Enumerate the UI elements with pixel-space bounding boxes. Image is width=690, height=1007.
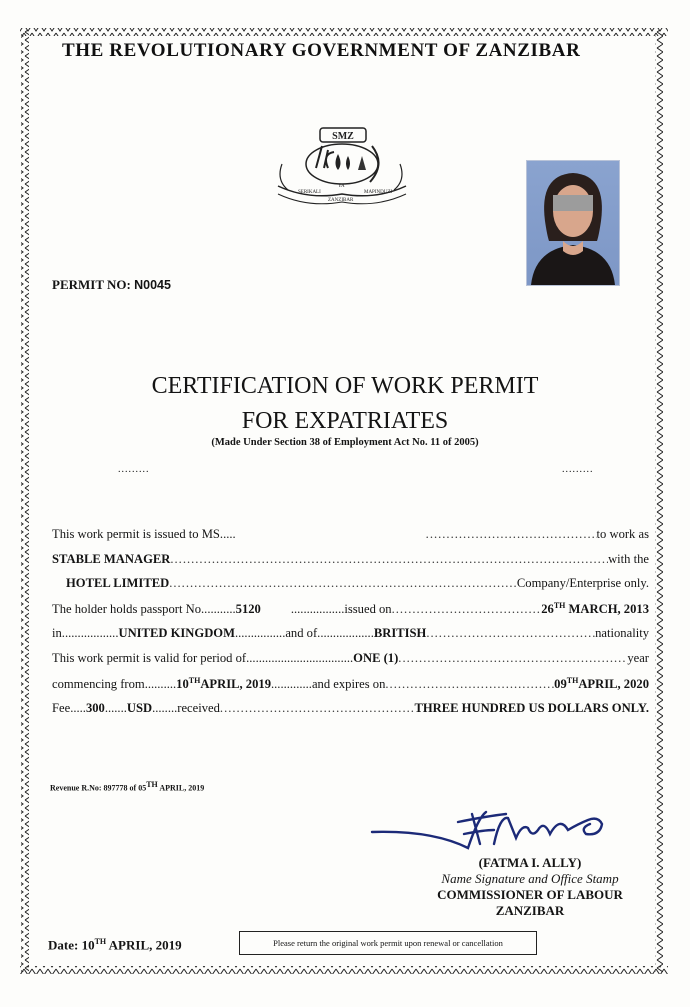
permit-number-value: N0045: [134, 278, 171, 292]
return-notice: Please return the original work permit upon renewal or cancellation: [239, 931, 537, 955]
photo-redaction: [553, 195, 593, 211]
signature-scribble: [368, 804, 658, 858]
body-line-1: This work permit is issued to MS ..... ..... to work as: [52, 527, 649, 542]
signatory-office: COMMISSIONER OF LABOUR: [437, 887, 623, 902]
holder-photo: [526, 160, 620, 286]
dotted-mark-left: .........: [118, 464, 150, 475]
emblem-banner-text: SMZ: [332, 131, 354, 142]
certificate-title-line2: FOR EXPATRIATES: [241, 408, 449, 434]
certificate-subtitle: (Made Under Section 38 of Employment Act No. 11 of 2005): [211, 437, 479, 448]
signatory-location: ZANZIBAR: [495, 903, 565, 918]
issue-date: Date: 10TH APRIL, 2019: [48, 937, 182, 953]
revenue-number: Revenue R.No: 897778 of 05TH APRIL, 2019: [50, 780, 205, 793]
body-line-2: STABLE MANAGER ..... with the: [52, 552, 649, 567]
dotted-mark-right: .........: [562, 464, 594, 475]
emblem-left-ribbon: SERIKALI: [298, 190, 321, 195]
body-line-8: Fee ..... 300 ....... USD ........ received ..... THREE HUNDRED US DOLLARS ONLY.: [52, 701, 649, 716]
government-title: THE REVOLUTIONARY GOVERNMENT OF ZANZIBAR: [62, 40, 581, 61]
certificate-title-line1: CERTIFICATION OF WORK PERMIT: [151, 373, 539, 399]
permit-label: PERMIT NO:: [52, 277, 131, 292]
signatory-name: (FATMA I. ALLY): [478, 855, 582, 870]
signature-block: [420, 855, 640, 919]
permit-number: [52, 277, 171, 293]
body-line-7: commencing from .......... 10THAPRIL, 2019 ............. and expires on ..... 09THAPRIL, 2020: [52, 676, 649, 692]
zanzibar-coat-of-arms: [272, 124, 412, 214]
body-line-3: HOTEL LIMITED ..... Company/Enterprise only.: [66, 576, 649, 591]
body-line-4: The holder holds passport No ........... 5120 ................. issued on ..... 26TH MARCH, 2013: [52, 601, 649, 617]
emblem-center-ribbon: ZANZIBAR: [328, 198, 354, 203]
body-line-5: in .................. UNITED KINGDOM ................ and of .................. BRITISH ..... nationality: [52, 626, 649, 641]
emblem-right-ribbon: MAPINDUZI: [364, 190, 393, 195]
body-line-6: This work permit is valid for period of .................................. ONE (1) ..... year: [52, 651, 649, 666]
signature-caption: Name Signature and Office Stamp: [441, 871, 619, 886]
emblem-mid-text: YA: [338, 184, 345, 189]
